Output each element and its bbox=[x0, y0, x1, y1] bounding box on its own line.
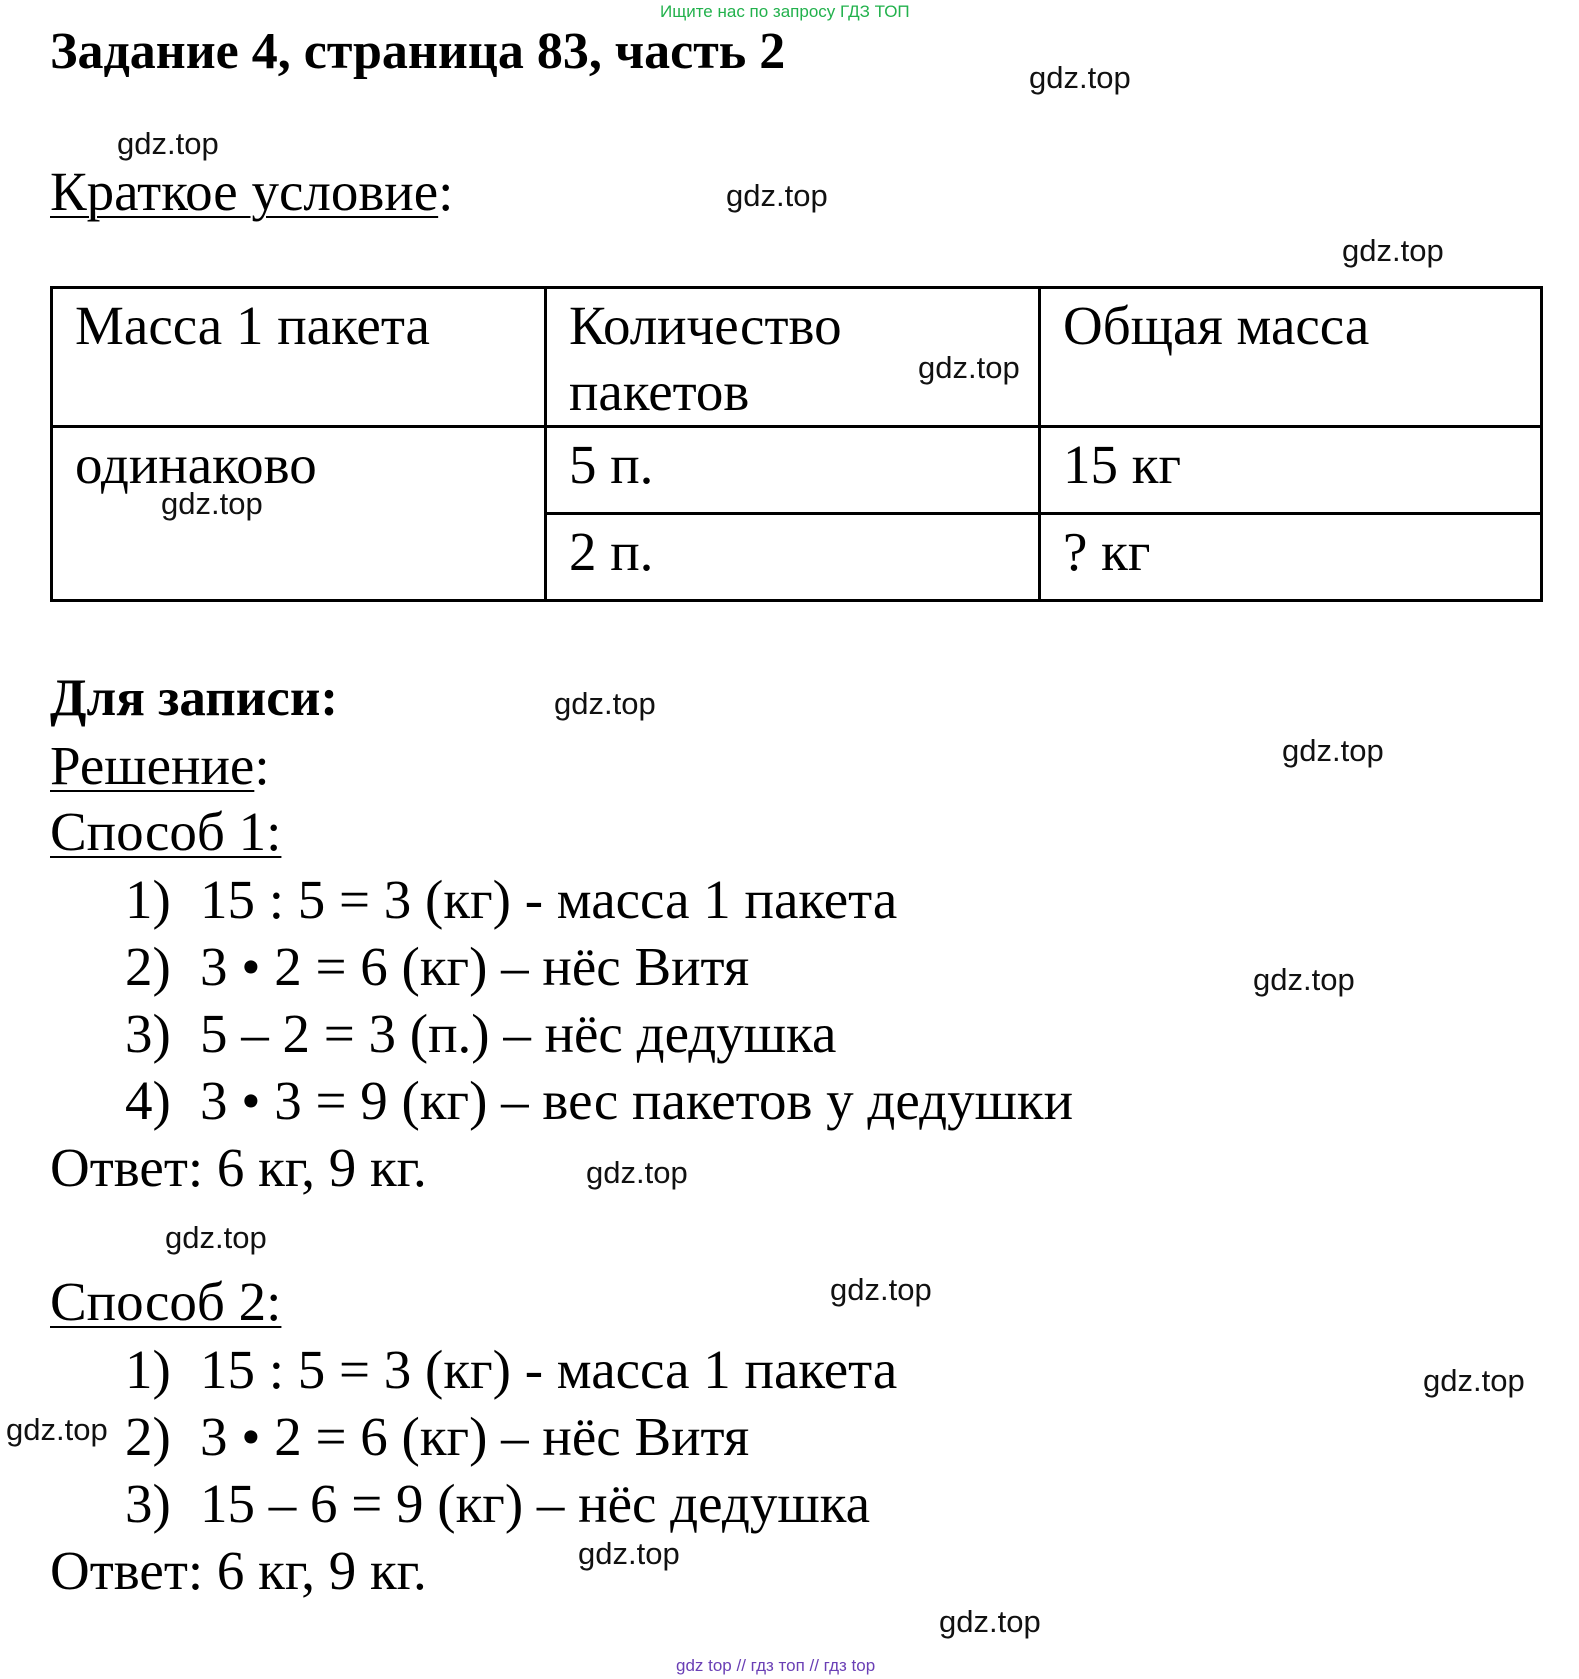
solution-heading bbox=[50, 734, 270, 797]
watermark: gdz.top bbox=[161, 486, 263, 521]
method2-step: 2) 3 • 2 = 6 (кг) – нёс Витя bbox=[125, 1406, 750, 1467]
method2-step: 3) 15 – 6 = 9 (кг) – нёс дедушка bbox=[125, 1473, 870, 1534]
watermark: gdz.top bbox=[554, 686, 656, 721]
row1-count: 5 п. bbox=[546, 427, 1040, 514]
watermark: gdz.top bbox=[939, 1604, 1041, 1639]
watermark: gdz.top bbox=[1029, 60, 1131, 95]
header-total: Общая масса bbox=[1040, 288, 1542, 427]
method2-answer: Ответ: 6 кг, 9 кг. bbox=[50, 1540, 427, 1601]
table-header-row bbox=[52, 288, 1542, 427]
watermark: gdz.top bbox=[1342, 233, 1444, 268]
page-title: Задание 4, страница 83, часть 2 bbox=[50, 23, 786, 80]
footer-watermark: gdz top // гдз топ // гдз top bbox=[676, 1656, 876, 1675]
short-condition-colon: : bbox=[438, 161, 454, 222]
short-condition-label: Краткое условие bbox=[50, 161, 439, 222]
header-mass: Масса 1 пакета bbox=[52, 288, 546, 427]
method1-step: 3) 5 – 2 = 3 (п.) – нёс дедушка bbox=[125, 1003, 837, 1064]
solution-colon: : bbox=[254, 735, 270, 796]
method2-heading: Способ 2: bbox=[50, 1271, 282, 1332]
watermark: gdz.top bbox=[726, 178, 828, 213]
row2-count: 2 п. bbox=[546, 514, 1040, 601]
top-banner: Ищите нас по запросу ГДЗ ТОП bbox=[660, 2, 910, 21]
mass-value: одинаково bbox=[52, 427, 546, 601]
method1-step: 2) 3 • 2 = 6 (кг) – нёс Витя bbox=[125, 936, 750, 997]
solution-label: Решение bbox=[50, 735, 255, 796]
watermark: gdz.top bbox=[830, 1272, 932, 1307]
watermark: gdz.top bbox=[117, 126, 219, 161]
row2-total: ? кг bbox=[1040, 514, 1542, 601]
watermark: gdz.top bbox=[578, 1536, 680, 1571]
watermark: gdz.top bbox=[165, 1220, 267, 1255]
method1-step: 1) 15 : 5 = 3 (кг) - масса 1 пакета bbox=[125, 869, 898, 930]
header-count: Количество пакетов bbox=[546, 288, 1040, 427]
watermark: gdz.top bbox=[918, 350, 1020, 385]
method1-heading: Способ 1: bbox=[50, 801, 282, 862]
watermark: gdz.top bbox=[1282, 733, 1384, 768]
watermark: gdz.top bbox=[6, 1412, 108, 1447]
watermark: gdz.top bbox=[586, 1155, 688, 1190]
row1-total: 15 кг bbox=[1040, 427, 1542, 514]
table-row bbox=[52, 427, 1542, 514]
watermark: gdz.top bbox=[1253, 962, 1355, 997]
short-condition-heading bbox=[50, 160, 453, 223]
method1-step: 4) 3 • 3 = 9 (кг) – вес пакетов у дедушки bbox=[125, 1070, 1074, 1131]
method1-answer: Ответ: 6 кг, 9 кг. bbox=[50, 1137, 427, 1198]
for-record-heading: Для записи: bbox=[50, 669, 339, 727]
condition-table bbox=[50, 286, 1543, 602]
watermark: gdz.top bbox=[1423, 1363, 1525, 1398]
method2-step: 1) 15 : 5 = 3 (кг) - масса 1 пакета bbox=[125, 1339, 898, 1400]
